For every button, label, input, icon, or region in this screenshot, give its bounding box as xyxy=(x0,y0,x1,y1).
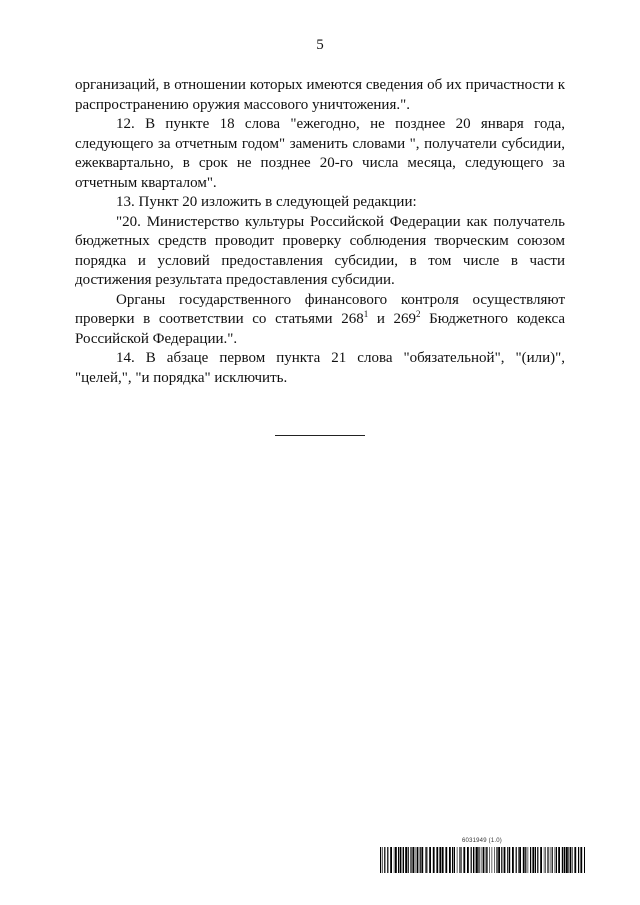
end-of-text-rule xyxy=(275,435,365,436)
page-number: 5 xyxy=(316,37,324,53)
paragraph-item-13: 13. Пункт 20 изложить в следующей редакции: xyxy=(116,194,417,210)
paragraph-continuation: организаций, в отношении которых имеются сведения об их причастности к распространению оружия массового уничтожения.". xyxy=(75,77,565,113)
paragraph-financial-control xyxy=(75,291,565,350)
paragraph-item-14: 14. В абзаце первом пункта 21 слова "обязательной", "(или)", "целей,", "и порядка" исключить. xyxy=(75,350,565,386)
document-body xyxy=(75,76,565,388)
paragraph-point-20-text: "20. Министерство культуры Российской Федерации как получатель бюджетных средств проводит проверку соблюдения творческим союзом порядка и условий предоставления субсидии, в том числе в части достижения результата предоставления субсидии. xyxy=(75,213,565,288)
financial-control-text-3: Бюджетного кодекса Российской Федерации.". xyxy=(75,311,565,347)
article-268-superscript: 1 xyxy=(363,309,369,319)
barcode-image xyxy=(380,847,585,873)
document-code: 6031949 (1.0) xyxy=(462,838,502,844)
paragraph-item-12: 12. В пункте 18 слова "ежегодно, не позднее 20 января года, следующего за отчетным годом" заменить словами ", получатели субсидии, ежеквартально, в срок не позднее 20-го числа месяца, следующего за отчетным кварталом". xyxy=(75,116,565,191)
financial-control-text-2: и 269 xyxy=(368,311,417,327)
financial-control-text-1: Органы государственного финансового контроля осуществляют проверки в соответствии со статьями 268 xyxy=(75,291,565,327)
article-269-superscript: 2 xyxy=(416,309,421,319)
